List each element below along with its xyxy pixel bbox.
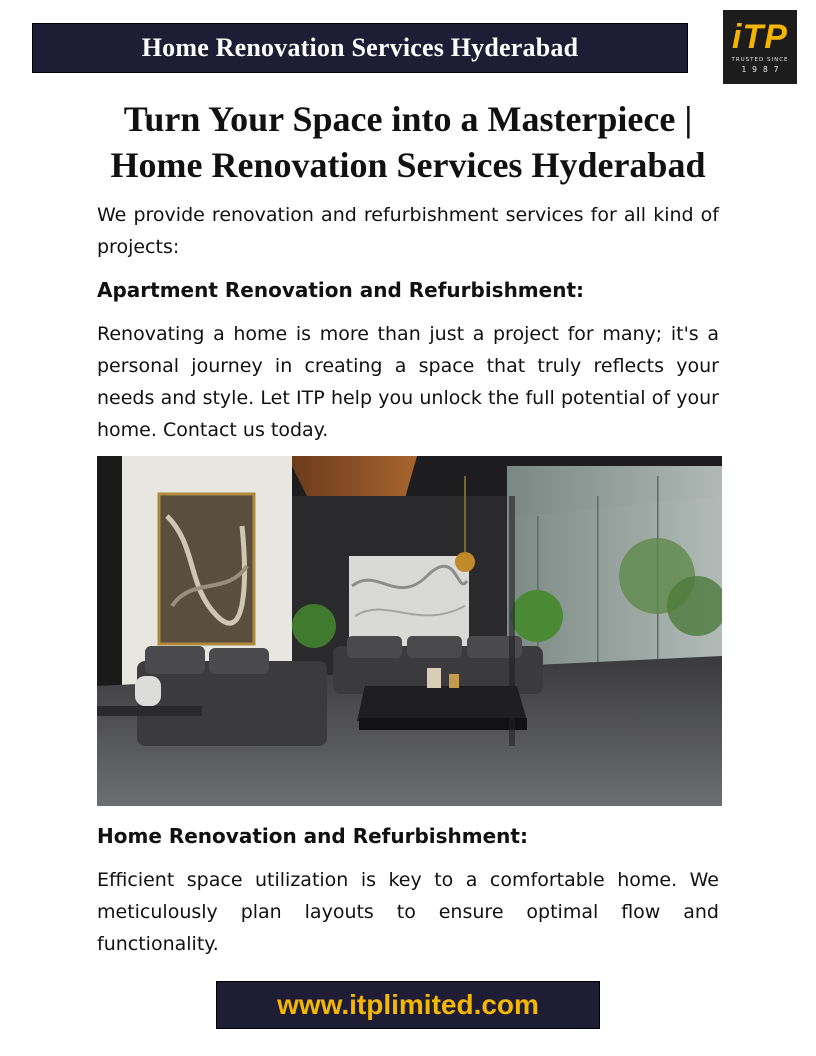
section-body-apartment: Renovating a home is more than just a project for many; it's a personal journey in creating a space that truly reflects your needs and style. Let ITP help you unlock the full potential of your home. Contact us today. — [97, 323, 719, 441]
section-heading-apartment: Apartment Renovation and Refurbishment: — [97, 278, 585, 302]
footer-banner[interactable] — [216, 981, 600, 1029]
intro-paragraph: We provide renovation and refurbishment services for all kind of projects: — [97, 204, 719, 258]
page-title-line1: Turn Your Space into a Masterpiece | — [123, 99, 693, 139]
header-banner — [32, 23, 688, 73]
logo-tagline: TRUSTED SINCE — [731, 57, 789, 63]
section-body-home: Efficient space utilization is key to a comfortable home. We meticulously plan layouts to ensure optimal flow and functionality. — [97, 869, 719, 955]
website-link[interactable]: www.itplimited.com — [277, 989, 539, 1020]
logo-mark: iTP — [732, 18, 788, 56]
section-heading-home: Home Renovation and Refurbishment: — [97, 824, 528, 848]
itp-logo — [723, 10, 797, 84]
page-title — [60, 96, 756, 188]
living-room-photo — [97, 456, 722, 806]
page-title-line2: Home Renovation Services Hyderabad — [110, 145, 706, 185]
logo-year: 1987 — [741, 65, 785, 74]
header-banner-text: Home Renovation Services Hyderabad — [141, 33, 579, 62]
